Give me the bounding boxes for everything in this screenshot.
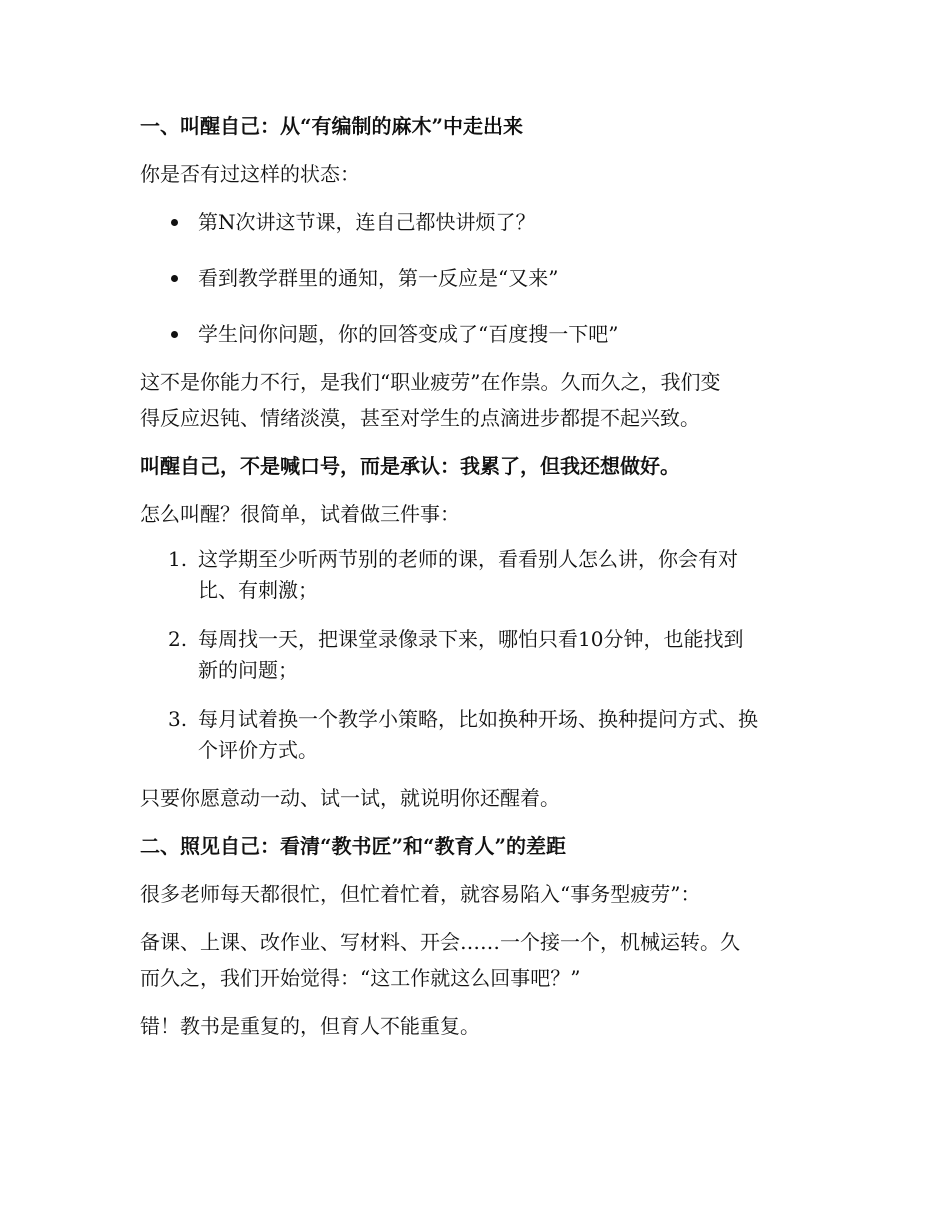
bullet-dot-icon <box>171 275 178 282</box>
list-item-text: 这学期至少听两节别的老师的课，看看别人怎么讲，你会有对 <box>198 547 738 571</box>
list-item-text: 看到教学群里的通知，第一反应是“又来” <box>198 266 559 290</box>
section-2-paragraph-3: 错！教书是重复的，但育人不能重复。 <box>140 1014 480 1038</box>
steps-list <box>140 544 820 766</box>
list-item <box>140 260 820 296</box>
paragraph-line: 而久之，我们开始觉得：“这工作就这么回事吧？” <box>140 966 581 990</box>
list-item-text: 比、有刺激； <box>198 578 318 602</box>
list-number: 3. <box>168 707 188 731</box>
list-item-text: 每周找一天，把课堂录像录下来，哪怕只看10分钟，也能找到 <box>198 627 744 651</box>
list-item <box>140 544 820 606</box>
section-2-paragraph-1: 很多老师每天都很忙，但忙着忙着，就容易陷入“事务型疲劳”： <box>140 882 701 906</box>
list-number: 2. <box>168 627 188 651</box>
document-page <box>140 108 820 1056</box>
list-number: 1. <box>168 547 188 571</box>
paragraph-line: 备课、上课、改作业、写材料、开会……一个接一个，机械运转。久 <box>140 930 740 954</box>
bullet-dot-icon <box>171 331 178 338</box>
list-item <box>140 204 820 240</box>
bold-statement: 叫醒自己，不是喊口号，而是承认：我累了，但我还想做好。 <box>140 454 680 478</box>
fatigue-paragraph <box>140 364 820 436</box>
list-item <box>140 704 820 766</box>
list-item-text: 每月试着换一个教学小策略，比如换种开场、换种提问方式、换 <box>198 707 758 731</box>
paragraph-line: 这不是你能力不行，是我们“职业疲劳”在作祟。久而久之，我们变 <box>140 370 721 394</box>
section-2-heading: 二、照见自己：看清“教书匠”和“教育人”的差距 <box>140 834 567 858</box>
section-1-heading: 一、叫醒自己：从“有编制的麻木”中走出来 <box>140 114 524 138</box>
list-item-text: 个评价方式。 <box>198 738 318 762</box>
section-2-paragraph-2 <box>140 924 820 996</box>
section-1-intro: 你是否有过这样的状态： <box>140 162 360 186</box>
list-item-text: 新的问题； <box>198 658 298 682</box>
list-item <box>140 316 820 352</box>
list-item-text: 学生问你问题，你的回答变成了“百度搜一下吧” <box>198 322 619 346</box>
bullet-dot-icon <box>171 219 178 226</box>
how-intro: 怎么叫醒？很简单，试着做三件事： <box>140 502 460 526</box>
list-item-text: 第N次讲这节课，连自己都快讲烦了？ <box>198 210 536 234</box>
list-item <box>140 624 820 686</box>
paragraph-line: 得反应迟钝、情绪淡漠，甚至对学生的点滴进步都提不起兴致。 <box>140 406 700 430</box>
symptom-list <box>140 204 820 352</box>
section-1-closing: 只要你愿意动一动、试一试，就说明你还醒着。 <box>140 786 560 810</box>
